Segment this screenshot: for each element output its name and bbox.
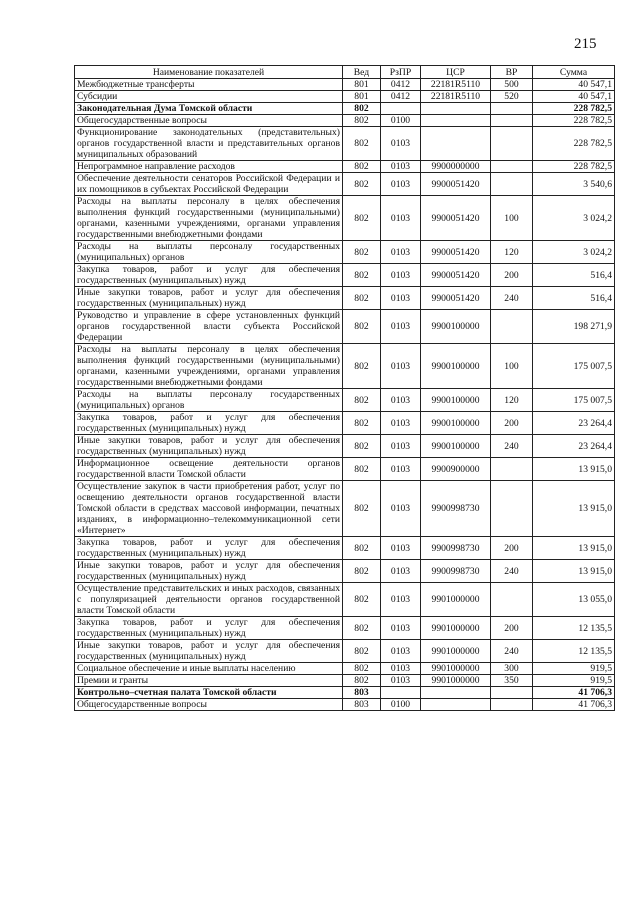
cell-ved: 801 — [343, 91, 381, 103]
cell-ved: 802 — [343, 161, 381, 173]
header-rzpr: РзПР — [381, 66, 421, 79]
cell-name: Функционирование законодательных (представительных) органов государственной власти и представительных органов муниципальных образований — [75, 127, 343, 161]
cell-rzpr: 0103 — [381, 310, 421, 344]
cell-csr: 22181R5110 — [421, 79, 491, 91]
cell-name: Общегосударственные вопросы — [75, 699, 343, 711]
cell-rzpr: 0103 — [381, 560, 421, 583]
cell-sum: 3 540,6 — [533, 173, 615, 196]
cell-sum: 41 706,3 — [533, 699, 615, 711]
cell-csr: 9900051420 — [421, 287, 491, 310]
cell-sum: 3 024,2 — [533, 196, 615, 241]
cell-sum: 516,4 — [533, 287, 615, 310]
cell-csr: 9900051420 — [421, 241, 491, 264]
cell-rzpr: 0103 — [381, 675, 421, 687]
cell-sum: 228 782,5 — [533, 115, 615, 127]
table-row — [75, 560, 615, 583]
table-row — [75, 458, 615, 481]
cell-sum: 175 007,5 — [533, 344, 615, 389]
cell-csr: 9901000000 — [421, 640, 491, 663]
table-header-row — [75, 66, 615, 79]
cell-csr: 22181R5110 — [421, 91, 491, 103]
cell-csr: 9901000000 — [421, 675, 491, 687]
cell-vr: 120 — [491, 241, 533, 264]
cell-ved: 802 — [343, 287, 381, 310]
cell-name: Иные закупки товаров, работ и услуг для обеспечения государственных (муниципальных) нужд — [75, 560, 343, 583]
cell-name: Межбюджетные трансферты — [75, 79, 343, 91]
cell-ved: 802 — [343, 435, 381, 458]
cell-sum: 23 264,4 — [533, 412, 615, 435]
table-row — [75, 435, 615, 458]
cell-sum: 3 024,2 — [533, 241, 615, 264]
cell-rzpr: 0103 — [381, 537, 421, 560]
table-row — [75, 687, 615, 699]
cell-ved: 802 — [343, 389, 381, 412]
cell-sum: 23 264,4 — [533, 435, 615, 458]
cell-vr — [491, 173, 533, 196]
cell-name: Иные закупки товаров, работ и услуг для обеспечения государственных (муниципальных) нужд — [75, 435, 343, 458]
cell-rzpr: 0103 — [381, 344, 421, 389]
cell-name: Контрольно–счетная палата Томской области — [75, 687, 343, 699]
cell-csr — [421, 699, 491, 711]
cell-name: Закупка товаров, работ и услуг для обеспечения государственных (муниципальных) нужд — [75, 537, 343, 560]
cell-csr — [421, 127, 491, 161]
cell-vr: 350 — [491, 675, 533, 687]
cell-ved: 802 — [343, 115, 381, 127]
cell-vr: 100 — [491, 196, 533, 241]
table-row — [75, 389, 615, 412]
cell-rzpr: 0103 — [381, 481, 421, 537]
cell-vr: 200 — [491, 412, 533, 435]
cell-vr: 520 — [491, 91, 533, 103]
cell-vr: 240 — [491, 287, 533, 310]
cell-csr: 9900998730 — [421, 481, 491, 537]
budget-table — [74, 65, 615, 711]
cell-rzpr: 0103 — [381, 287, 421, 310]
cell-vr — [491, 458, 533, 481]
cell-csr — [421, 687, 491, 699]
cell-sum: 13 915,0 — [533, 458, 615, 481]
cell-ved: 802 — [343, 481, 381, 537]
cell-vr — [491, 583, 533, 617]
cell-rzpr: 0103 — [381, 640, 421, 663]
cell-rzpr: 0100 — [381, 699, 421, 711]
table-row — [75, 173, 615, 196]
cell-vr — [491, 161, 533, 173]
cell-name: Социальное обеспечение и иные выплаты населению — [75, 663, 343, 675]
cell-name: Закупка товаров, работ и услуг для обеспечения государственных (муниципальных) нужд — [75, 412, 343, 435]
cell-vr: 120 — [491, 389, 533, 412]
cell-vr — [491, 103, 533, 115]
cell-name: Иные закупки товаров, работ и услуг для обеспечения государственных (муниципальных) нужд — [75, 287, 343, 310]
cell-ved: 802 — [343, 675, 381, 687]
header-csr: ЦСР — [421, 66, 491, 79]
cell-csr: 9900998730 — [421, 537, 491, 560]
cell-name: Расходы на выплаты персоналу государственных (муниципальных) органов — [75, 241, 343, 264]
cell-name: Премии и гранты — [75, 675, 343, 687]
table-row — [75, 79, 615, 91]
cell-rzpr: 0103 — [381, 264, 421, 287]
table-row — [75, 161, 615, 173]
header-sum: Сумма — [533, 66, 615, 79]
cell-sum: 228 782,5 — [533, 161, 615, 173]
cell-name: Обеспечение деятельности сенаторов Российской Федерации и их помощников в субъектах Российской Федерации — [75, 173, 343, 196]
cell-vr: 240 — [491, 435, 533, 458]
cell-sum: 516,4 — [533, 264, 615, 287]
cell-csr — [421, 103, 491, 115]
cell-ved: 802 — [343, 640, 381, 663]
table-row — [75, 196, 615, 241]
table-row — [75, 699, 615, 711]
cell-vr — [491, 481, 533, 537]
cell-csr: 9900051420 — [421, 264, 491, 287]
cell-vr — [491, 127, 533, 161]
cell-name: Субсидии — [75, 91, 343, 103]
cell-vr — [491, 699, 533, 711]
cell-ved: 801 — [343, 79, 381, 91]
cell-sum: 40 547,1 — [533, 91, 615, 103]
table-row — [75, 91, 615, 103]
cell-rzpr: 0103 — [381, 458, 421, 481]
page-number: 215 — [574, 36, 597, 52]
cell-csr: 9900900000 — [421, 458, 491, 481]
cell-vr — [491, 310, 533, 344]
cell-sum: 13 055,0 — [533, 583, 615, 617]
cell-ved: 802 — [343, 241, 381, 264]
cell-name: Законодательная Дума Томской области — [75, 103, 343, 115]
cell-rzpr: 0412 — [381, 91, 421, 103]
cell-ved: 802 — [343, 412, 381, 435]
cell-ved: 802 — [343, 344, 381, 389]
cell-rzpr: 0103 — [381, 663, 421, 675]
header-vr: ВР — [491, 66, 533, 79]
cell-vr — [491, 687, 533, 699]
cell-vr: 240 — [491, 560, 533, 583]
cell-csr — [421, 115, 491, 127]
cell-name: Расходы на выплаты персоналу в целях обеспечения выполнения функций государственными (муниципальными) органами, казенными учреждениями, органами управления государственными внебюджетными фондами — [75, 344, 343, 389]
cell-ved: 803 — [343, 699, 381, 711]
cell-csr: 9901000000 — [421, 663, 491, 675]
cell-ved: 802 — [343, 560, 381, 583]
cell-sum: 13 915,0 — [533, 537, 615, 560]
cell-ved: 802 — [343, 264, 381, 287]
cell-sum: 12 135,5 — [533, 617, 615, 640]
cell-ved: 802 — [343, 458, 381, 481]
cell-csr: 9900051420 — [421, 196, 491, 241]
cell-csr: 9900100000 — [421, 412, 491, 435]
cell-name: Расходы на выплаты персоналу государственных (муниципальных) органов — [75, 389, 343, 412]
cell-name: Непрограммное направление расходов — [75, 161, 343, 173]
table-row — [75, 481, 615, 537]
table-row — [75, 287, 615, 310]
table-row — [75, 663, 615, 675]
cell-name: Закупка товаров, работ и услуг для обеспечения государственных (муниципальных) нужд — [75, 617, 343, 640]
table-row — [75, 412, 615, 435]
cell-name: Осуществление представительских и иных расходов, связанных с популяризацией деятельности органов государственной власти Томской области — [75, 583, 343, 617]
cell-rzpr: 0103 — [381, 412, 421, 435]
table-row — [75, 115, 615, 127]
cell-sum: 13 915,0 — [533, 560, 615, 583]
table-body — [75, 79, 615, 711]
table-row — [75, 264, 615, 287]
table-row — [75, 537, 615, 560]
cell-rzpr: 0103 — [381, 241, 421, 264]
table-row — [75, 640, 615, 663]
cell-rzpr: 0103 — [381, 583, 421, 617]
cell-rzpr: 0103 — [381, 127, 421, 161]
cell-sum: 13 915,0 — [533, 481, 615, 537]
cell-sum: 919,5 — [533, 675, 615, 687]
table-row — [75, 241, 615, 264]
cell-name: Закупка товаров, работ и услуг для обеспечения государственных (муниципальных) нужд — [75, 264, 343, 287]
cell-vr: 240 — [491, 640, 533, 663]
table-row — [75, 310, 615, 344]
cell-vr: 200 — [491, 617, 533, 640]
cell-ved: 802 — [343, 617, 381, 640]
cell-ved: 802 — [343, 103, 381, 115]
cell-vr: 300 — [491, 663, 533, 675]
cell-csr: 9900100000 — [421, 389, 491, 412]
cell-sum: 12 135,5 — [533, 640, 615, 663]
table-row — [75, 103, 615, 115]
cell-vr: 200 — [491, 537, 533, 560]
header-ved: Вед — [343, 66, 381, 79]
cell-csr: 9900100000 — [421, 310, 491, 344]
cell-csr: 9900000000 — [421, 161, 491, 173]
cell-rzpr: 0103 — [381, 161, 421, 173]
cell-rzpr: 0103 — [381, 617, 421, 640]
cell-name: Осуществление закупок в части приобретения работ, услуг по освещению деятельности органов государственной власти Томской области в средствах массовой информации, печатных изданиях, в информационно–телекоммуникационной сети «Интернет» — [75, 481, 343, 537]
cell-rzpr: 0103 — [381, 173, 421, 196]
cell-sum: 228 782,5 — [533, 127, 615, 161]
cell-sum: 198 271,9 — [533, 310, 615, 344]
cell-sum: 228 782,5 — [533, 103, 615, 115]
table-row — [75, 583, 615, 617]
cell-ved: 802 — [343, 196, 381, 241]
cell-vr: 200 — [491, 264, 533, 287]
cell-rzpr: 0100 — [381, 115, 421, 127]
cell-csr: 9901000000 — [421, 583, 491, 617]
cell-csr: 9900998730 — [421, 560, 491, 583]
cell-rzpr: 0412 — [381, 79, 421, 91]
cell-vr: 500 — [491, 79, 533, 91]
cell-csr: 9900100000 — [421, 344, 491, 389]
table-row — [75, 617, 615, 640]
cell-csr: 9901000000 — [421, 617, 491, 640]
cell-rzpr: 0103 — [381, 196, 421, 241]
header-name: Наименование показателей — [75, 66, 343, 79]
table-row — [75, 675, 615, 687]
cell-csr: 9900051420 — [421, 173, 491, 196]
cell-vr — [491, 115, 533, 127]
cell-sum: 40 547,1 — [533, 79, 615, 91]
cell-ved: 802 — [343, 127, 381, 161]
table-row — [75, 127, 615, 161]
cell-name: Расходы на выплаты персоналу в целях обеспечения выполнения функций государственными (муниципальными) органами, казенными учреждениями, органами управления государственными внебюджетными фондами — [75, 196, 343, 241]
cell-csr: 9900100000 — [421, 435, 491, 458]
cell-ved: 802 — [343, 663, 381, 675]
cell-ved: 802 — [343, 537, 381, 560]
cell-name: Информационное освещение деятельности органов государственной власти Томской области — [75, 458, 343, 481]
cell-sum: 175 007,5 — [533, 389, 615, 412]
cell-rzpr: 0103 — [381, 389, 421, 412]
cell-rzpr — [381, 103, 421, 115]
table-row — [75, 344, 615, 389]
cell-ved: 802 — [343, 310, 381, 344]
cell-ved: 803 — [343, 687, 381, 699]
cell-rzpr: 0103 — [381, 435, 421, 458]
cell-name: Общегосударственные вопросы — [75, 115, 343, 127]
cell-sum: 919,5 — [533, 663, 615, 675]
cell-name: Руководство и управление в сфере установленных функций органов государственной власти субъекта Российской Федерации — [75, 310, 343, 344]
cell-vr: 100 — [491, 344, 533, 389]
cell-name: Иные закупки товаров, работ и услуг для обеспечения государственных (муниципальных) нужд — [75, 640, 343, 663]
cell-rzpr — [381, 687, 421, 699]
cell-ved: 802 — [343, 583, 381, 617]
cell-ved: 802 — [343, 173, 381, 196]
cell-sum: 41 706,3 — [533, 687, 615, 699]
